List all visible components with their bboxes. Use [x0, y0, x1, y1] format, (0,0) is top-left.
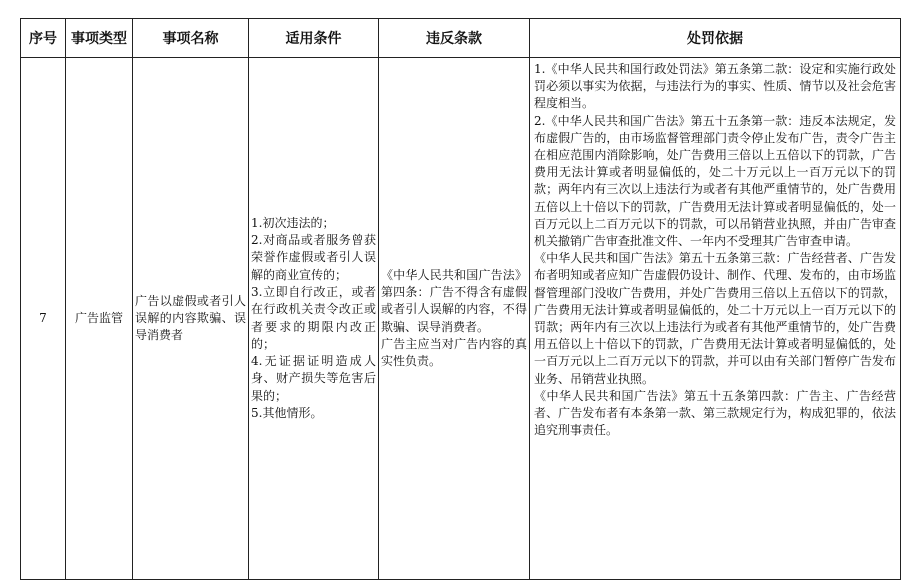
condition-item: 2.对商品或者服务曾获荣誉作虚假或者引人误解的商业宣传的；	[251, 233, 376, 282]
header-violation: 违反条款	[379, 19, 530, 58]
basis-paragraph: 1.《中华人民共和国行政处罚法》第五条第二款：设定和实施行政处罚必须以事实为依据，与违法行为的事实、性质、情节以及社会危害程度相当。	[534, 62, 896, 111]
row-type: 广告监管	[74, 310, 123, 325]
condition-item: 4.无证据证明造成人身、财产损失等危害后果的；	[251, 354, 376, 403]
violation-paragraph: 广告主应当对广告内容的真实性负责。	[381, 336, 527, 369]
row-number: 7	[39, 310, 47, 325]
penalty-table	[20, 18, 901, 580]
condition-item: 3.立即自行改正，或者在行政机关责令改正或者要求的期限内改正的；	[251, 284, 376, 351]
header-basis: 处罚依据	[530, 19, 901, 58]
cell-number	[21, 58, 66, 580]
condition-item: 1.初次违法的；	[251, 215, 335, 230]
header-name: 事项名称	[133, 19, 249, 58]
cell-basis	[530, 58, 901, 580]
basis-paragraph: 《中华人民共和国广告法》第五十五条第四款：广告主、广告经营者、广告发布者有本条第一款、第三款规定行为，构成犯罪的，依法追究刑事责任。	[534, 388, 896, 438]
header-conditions: 适用条件	[249, 19, 379, 58]
row-name: 广告以虚假或者引人误解的内容欺骗、误导消费者	[135, 293, 246, 343]
cell-type	[66, 58, 133, 580]
basis-paragraph: 2.《中华人民共和国广告法》第五十五条第一款：违反本法规定，发布虚假广告的，由市场监督管理部门责令停止发布广告，责令广告主在相应范围内消除影响，处广告费用三倍以上五倍以下的罚款，广告费用无法计算或者明显偏低的，处二十万元以上一百万元以下的罚款；两年内有三次以上违法行为或者有其他严重情节的，处广告费用五倍以上十倍以下的罚款，广告费用无法计算或者明显偏低的，处一百万元以上二百万元以下的罚款，可以吊销营业执照，并由广告审查机关撤销广告审查批准文件、一年内不受理其广告审查申请。	[534, 113, 896, 249]
cell-violation	[379, 58, 530, 580]
violation-paragraph: 《中华人民共和国广告法》第四条：广告不得含有虚假或者引人误解的内容，不得欺骗、误导消费者。	[381, 267, 527, 334]
header-number: 序号	[21, 19, 66, 58]
basis-paragraph: 《中华人民共和国广告法》第五十五条第三款：广告经营者、广告发布者明知或者应知广告虚假仍设计、制作、代理、发布的，由市场监督管理部门没收广告费用，并处广告费用三倍以上五倍以下的罚款，广告费用无法计算或者明显偏低的，处二十万元以上一百万元以下的罚款；两年内有三次以上违法行为或者有其他严重情节的，处广告费用五倍以上十倍以下的罚款，广告费用无法计算或者明显偏低的，处一百万元以上二百万元以下的罚款，并可以由有关部门暂停广告发布业务、吊销营业执照。	[534, 251, 896, 386]
cell-name	[133, 58, 249, 580]
header-row	[21, 19, 901, 58]
table-row	[21, 58, 901, 580]
condition-item: 5.其他情形。	[251, 405, 323, 420]
header-type: 事项类型	[66, 19, 133, 58]
cell-conditions	[249, 58, 379, 580]
